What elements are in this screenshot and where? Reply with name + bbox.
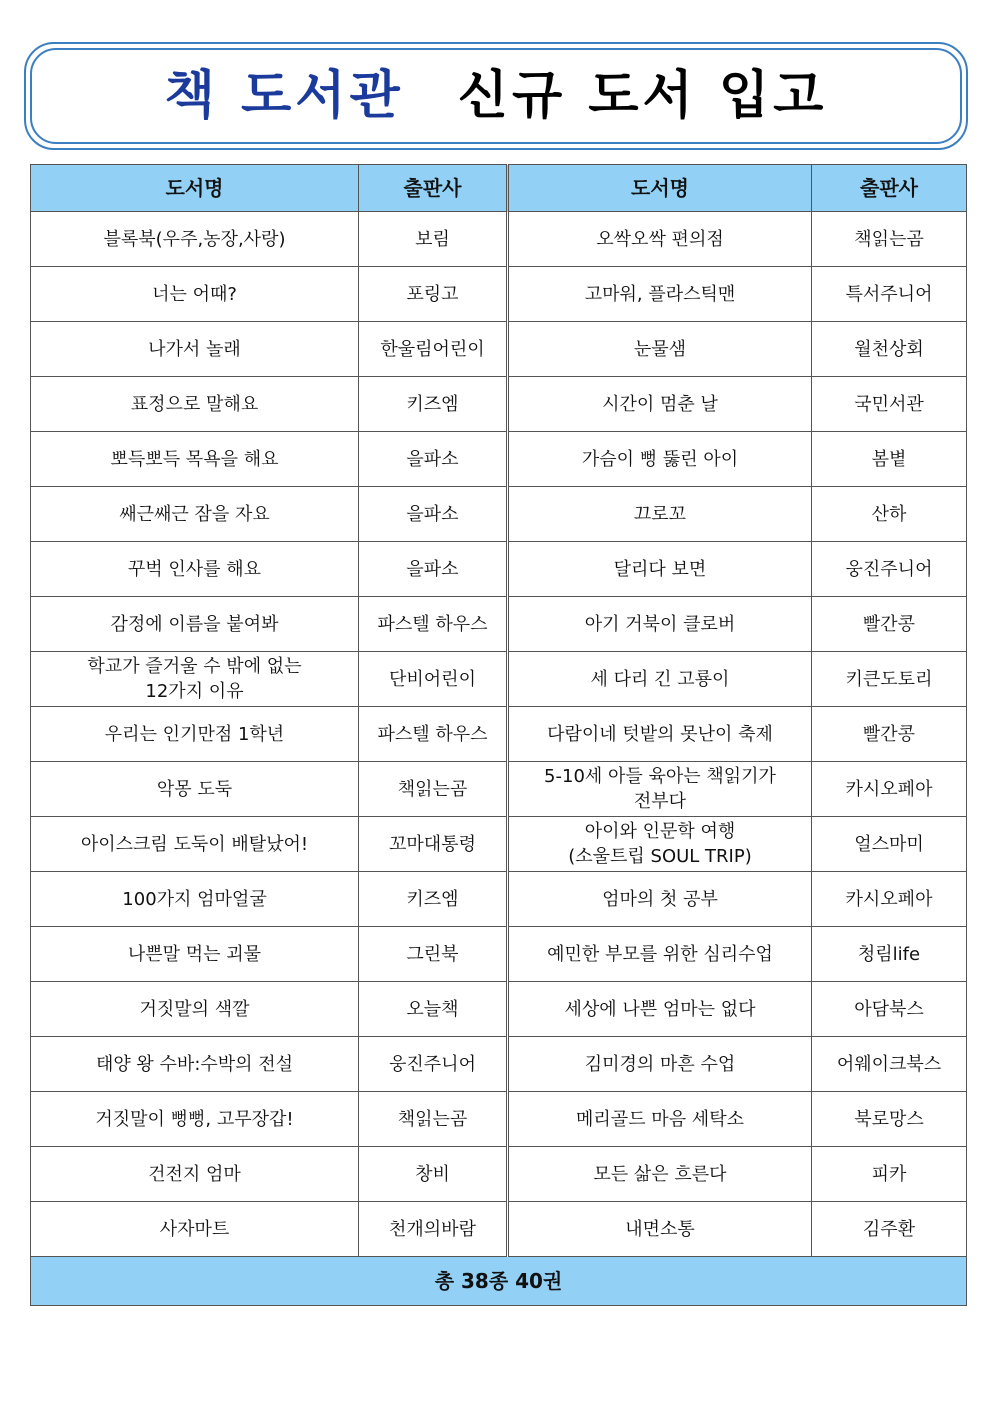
book-title-cell: 너는 어때? (31, 267, 359, 322)
book-title-cell: 태양 왕 수바:수박의 전설 (31, 1037, 359, 1092)
publisher-cell: 단비어린이 (359, 652, 508, 707)
table-body (31, 212, 967, 1257)
publisher-cell: 청림life (812, 927, 967, 982)
book-title-cell: 고마워, 플라스틱맨 (508, 267, 812, 322)
publisher-cell: 웅진주니어 (359, 1037, 508, 1092)
book-title-cell: 쌔근쌔근 잠을 자요 (31, 487, 359, 542)
book-title-cell: 사자마트 (31, 1202, 359, 1257)
publisher-cell: 파스텔 하우스 (359, 597, 508, 652)
book-title-cell: 세상에 나쁜 엄마는 없다 (508, 982, 812, 1037)
table-row (31, 487, 967, 542)
publisher-cell: 특서주니어 (812, 267, 967, 322)
publisher-cell: 산하 (812, 487, 967, 542)
book-title-cell: 엄마의 첫 공부 (508, 872, 812, 927)
table-row (31, 927, 967, 982)
book-title-cell: 가슴이 뻥 뚫린 아이 (508, 432, 812, 487)
publisher-cell: 책읽는곰 (812, 212, 967, 267)
publisher-cell: 창비 (359, 1147, 508, 1202)
publisher-cell: 피카 (812, 1147, 967, 1202)
table-row (31, 377, 967, 432)
table-row (31, 212, 967, 267)
header-title-left: 도서명 (31, 165, 359, 212)
publisher-cell: 한울림어린이 (359, 322, 508, 377)
table-footer-row (31, 1257, 967, 1306)
table-row (31, 872, 967, 927)
book-title-cell: 메리골드 마음 세탁소 (508, 1092, 812, 1147)
book-title-cell: 나쁜말 먹는 괴물 (31, 927, 359, 982)
publisher-cell: 카시오페아 (812, 762, 967, 817)
book-title-cell: 감정에 이름을 붙여봐 (31, 597, 359, 652)
publisher-cell: 웅진주니어 (812, 542, 967, 597)
table-row (31, 1147, 967, 1202)
publisher-cell: 키즈엠 (359, 872, 508, 927)
book-title-cell: 다람이네 텃밭의 못난이 축제 (508, 707, 812, 762)
publisher-cell: 포링고 (359, 267, 508, 322)
book-title-cell: 김미경의 마흔 수업 (508, 1037, 812, 1092)
publisher-cell: 카시오페아 (812, 872, 967, 927)
book-title-cell: 시간이 멈춘 날 (508, 377, 812, 432)
table-row (31, 652, 967, 707)
publisher-cell: 어웨이크북스 (812, 1037, 967, 1092)
book-title-cell: 100가지 엄마얼굴 (31, 872, 359, 927)
publisher-cell: 봄볕 (812, 432, 967, 487)
book-title-cell: 뽀득뽀득 목욕을 해요 (31, 432, 359, 487)
publisher-cell: 북로망스 (812, 1092, 967, 1147)
book-title-cell: 아기 거북이 클로버 (508, 597, 812, 652)
publisher-cell: 천개의바람 (359, 1202, 508, 1257)
publisher-cell: 그린북 (359, 927, 508, 982)
book-title-cell: 표정으로 말해요 (31, 377, 359, 432)
book-title-cell: 세 다리 긴 고룡이 (508, 652, 812, 707)
table-row (31, 762, 967, 817)
publisher-cell: 오늘책 (359, 982, 508, 1037)
table-row (31, 432, 967, 487)
publisher-cell: 키큰도토리 (812, 652, 967, 707)
book-title-cell: 학교가 즐거울 수 밖에 없는 12가지 이유 (31, 652, 359, 707)
publisher-cell: 빨간콩 (812, 707, 967, 762)
publisher-cell: 을파소 (359, 487, 508, 542)
book-title-cell: 아이와 인문학 여행 (소울트립 SOUL TRIP) (508, 817, 812, 872)
book-title-cell: 끄로꼬 (508, 487, 812, 542)
book-title-cell: 꾸벅 인사를 해요 (31, 542, 359, 597)
header-publisher-right: 출판사 (812, 165, 967, 212)
book-title-cell: 오싹오싹 편의점 (508, 212, 812, 267)
table-row (31, 817, 967, 872)
book-title-cell: 모든 삶은 흐른다 (508, 1147, 812, 1202)
book-title-cell: 5-10세 아들 육아는 책읽기가 전부다 (508, 762, 812, 817)
publisher-cell: 을파소 (359, 432, 508, 487)
header-title-right: 도서명 (508, 165, 812, 212)
book-title-cell: 눈물샘 (508, 322, 812, 377)
publisher-cell: 을파소 (359, 542, 508, 597)
table-row (31, 597, 967, 652)
book-title-cell: 나가서 놀래 (31, 322, 359, 377)
book-title-cell: 거짓말이 뻥뻥, 고무장갑! (31, 1092, 359, 1147)
book-title-cell: 악몽 도둑 (31, 762, 359, 817)
page-title (26, 64, 966, 128)
table-row (31, 542, 967, 597)
library-name: 책 도서관 (164, 66, 404, 126)
publisher-cell: 얼스마미 (812, 817, 967, 872)
book-title-cell: 블록북(우주,농장,사랑) (31, 212, 359, 267)
book-title-cell: 달리다 보면 (508, 542, 812, 597)
table-row (31, 267, 967, 322)
total-count: 총 38종 40권 (31, 1257, 967, 1306)
table-row (31, 322, 967, 377)
publisher-cell: 월천상회 (812, 322, 967, 377)
table-header-row (31, 165, 967, 212)
book-title-cell: 내면소통 (508, 1202, 812, 1257)
publisher-cell: 아담북스 (812, 982, 967, 1037)
publisher-cell: 파스텔 하우스 (359, 707, 508, 762)
publisher-cell: 빨간콩 (812, 597, 967, 652)
table-row (31, 1092, 967, 1147)
publisher-cell: 국민서관 (812, 377, 967, 432)
book-title-cell: 우리는 인기만점 1학년 (31, 707, 359, 762)
table-row (31, 707, 967, 762)
publisher-cell: 책읽는곰 (359, 1092, 508, 1147)
publisher-cell: 책읽는곰 (359, 762, 508, 817)
book-title-cell: 예민한 부모를 위한 심리수업 (508, 927, 812, 982)
publisher-cell: 보림 (359, 212, 508, 267)
publisher-cell: 꼬마대통령 (359, 817, 508, 872)
publisher-cell: 키즈엠 (359, 377, 508, 432)
table-row (31, 1202, 967, 1257)
book-title-cell: 거짓말의 색깔 (31, 982, 359, 1037)
header-publisher-left: 출판사 (359, 165, 508, 212)
book-title-cell: 건전지 엄마 (31, 1147, 359, 1202)
new-books-table (30, 164, 967, 1306)
title-banner (24, 42, 968, 150)
publisher-cell: 김주환 (812, 1202, 967, 1257)
table-row (31, 982, 967, 1037)
book-title-cell: 아이스크림 도둑이 배탈났어! (31, 817, 359, 872)
table-row (31, 1037, 967, 1092)
title-main: 신규 도서 입고 (457, 66, 828, 126)
